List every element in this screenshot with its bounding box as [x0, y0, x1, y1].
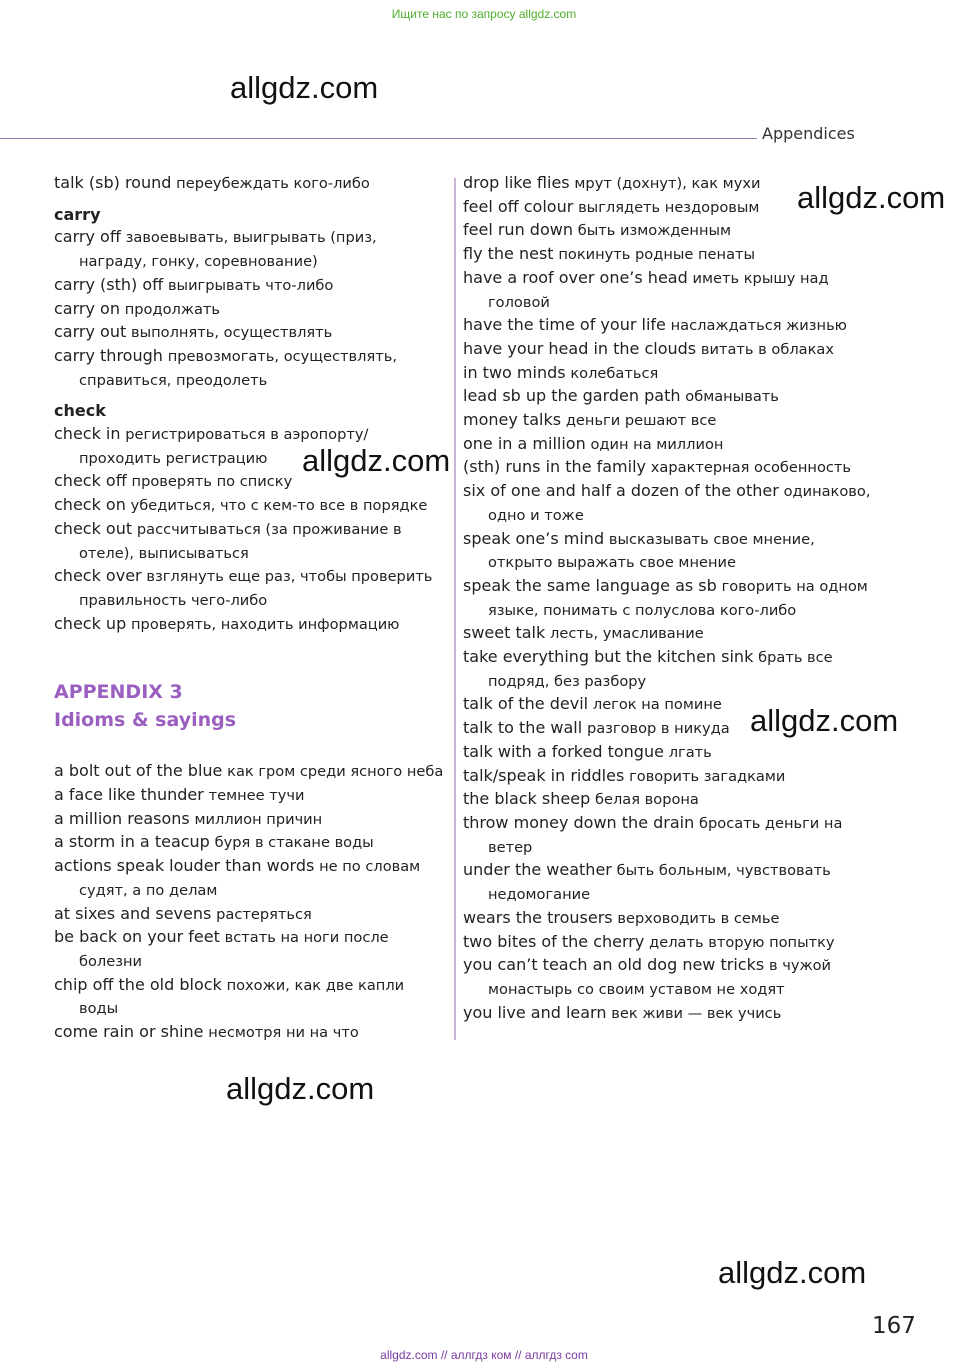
entry-translation: превозмогать, осуществлять, справиться, преодолеть — [79, 347, 397, 389]
entry-translation: миллион причин — [194, 810, 323, 828]
entry-translation: регистрироваться в аэропорту/ проходить регистрацию — [79, 426, 369, 467]
entry-phrase: carry through — [54, 345, 163, 365]
dictionary-entry — [463, 954, 873, 1001]
entry-phrase: talk/speak in riddles — [463, 765, 625, 785]
dictionary-entry — [463, 456, 873, 480]
entry-phrase: drop like flies — [463, 173, 570, 192]
entry-translation: переубеждать кого-либо — [176, 175, 370, 192]
entry-translation: колебаться — [570, 364, 659, 382]
entry-translation: говорить загадками — [629, 767, 786, 785]
dictionary-entry — [54, 226, 444, 273]
entry-translation: разговор в никуда — [586, 720, 730, 738]
entry-phrase: at sixes and sevens — [54, 903, 212, 923]
dictionary-entry — [54, 903, 444, 927]
dictionary-entry — [463, 267, 873, 314]
dictionary-entry — [463, 693, 873, 717]
dictionary-entry — [54, 808, 444, 832]
header-rule — [0, 138, 757, 139]
dictionary-entry — [463, 338, 873, 362]
entry-phrase: be back on your feet — [54, 927, 220, 947]
dictionary-entry — [54, 926, 444, 973]
entry-translation: убедиться, что с кем-то все в порядке — [130, 497, 428, 515]
carry-entries — [54, 226, 444, 392]
entry-phrase: six of one and half a dozen of the other — [463, 481, 779, 501]
entry-phrase: have the time of your life — [463, 315, 666, 335]
entry-translation: витать в облаках — [700, 340, 835, 358]
entry-translation: продолжать — [124, 300, 221, 318]
entry-phrase: carry out — [54, 322, 127, 342]
entry-translation: делать вторую попытку — [649, 933, 835, 951]
dictionary-entry — [54, 298, 444, 322]
entry-phrase: chip off the old block — [54, 974, 222, 994]
entry-phrase: talk with a forked tongue — [463, 741, 664, 761]
entry-translation: выполнять, осуществлять — [131, 324, 333, 342]
entry-translation: завоевывать, выигрывать (приз, награду, гонку, соревнование) — [79, 229, 377, 271]
dictionary-entry — [54, 1021, 444, 1045]
entry-phrase: come rain or shine — [54, 1022, 204, 1042]
group-heading-carry: carry — [54, 204, 101, 224]
entry-phrase: speak the same language as sb — [463, 575, 717, 595]
entry-translation: лгать — [668, 743, 712, 761]
entry-translation: обманывать — [685, 388, 779, 406]
dictionary-entry — [54, 494, 444, 518]
entry-translation: век живи — век учись — [611, 1004, 782, 1022]
entry-phrase: a million reasons — [54, 808, 190, 828]
entry-translation: взглянуть еще раз, чтобы проверить правильность чего-либо — [79, 568, 433, 609]
dictionary-entry — [54, 518, 444, 565]
entry-translation: один на миллион — [590, 435, 724, 453]
entry-phrase: feel run down — [463, 220, 573, 240]
entry-phrase: talk (sb) round — [54, 173, 172, 192]
entry-translation: лесть, умасливание — [550, 625, 704, 643]
entry-translation: выигрывать что-либо — [167, 276, 334, 294]
top-banner[interactable]: Ищите нас по запросу allgdz.com — [391, 7, 577, 21]
watermark: allgdz.com — [302, 443, 451, 478]
dictionary-entry — [463, 480, 873, 527]
entry-phrase: fly the nest — [463, 244, 554, 264]
entry-translation: деньги решают все — [565, 412, 717, 430]
entry-phrase: actions speak louder than words — [54, 856, 315, 876]
dictionary-entry — [463, 907, 873, 931]
entry-translation: в чужой монастырь со своим уставом не ходят — [488, 957, 832, 998]
dictionary-entry — [463, 646, 873, 693]
entry-phrase: two bites of the cherry — [463, 931, 645, 951]
dictionary-entry — [463, 622, 873, 646]
entry-phrase: a bolt out of the blue — [54, 761, 223, 781]
entry-translation: одинаково, одно и тоже — [488, 483, 871, 524]
dictionary-entry — [463, 717, 873, 741]
entry-phrase: you live and learn — [463, 1002, 607, 1022]
entry-phrase: check off — [54, 471, 127, 491]
dictionary-entry — [54, 470, 444, 494]
page-number: 167 — [872, 1313, 916, 1339]
right-column — [463, 172, 873, 1025]
watermark: allgdz.com — [718, 1255, 867, 1290]
column-divider — [454, 178, 456, 1040]
idiom-entries-right — [463, 172, 873, 1025]
entry-phrase: (sth) runs in the family — [463, 457, 646, 477]
dictionary-entry — [54, 565, 444, 612]
dictionary-entry — [54, 345, 444, 392]
watermark: allgdz.com — [226, 1071, 375, 1106]
entry-phrase: carry off — [54, 227, 121, 247]
entry-phrase: a storm in a teacup — [54, 832, 210, 852]
entry-phrase: check in — [54, 424, 121, 444]
entry-phrase: sweet talk — [463, 623, 546, 643]
dictionary-entry — [54, 974, 444, 1021]
entry-translation: характерная особенность — [650, 459, 852, 477]
dictionary-entry — [463, 931, 873, 955]
entry-phrase: one in a million — [463, 433, 586, 453]
dictionary-entry — [54, 855, 444, 902]
dictionary-entry — [54, 831, 444, 855]
dictionary-entry — [463, 196, 873, 220]
dictionary-entry — [463, 409, 873, 433]
watermark: allgdz.com — [750, 703, 899, 738]
entry-phrase: check over — [54, 566, 142, 586]
entry-translation: наслаждаться жизнью — [670, 317, 847, 335]
entry-translation: встать на ноги после болезни — [79, 929, 389, 970]
watermark: allgdz.com — [230, 70, 379, 105]
entry-phrase: check on — [54, 495, 126, 515]
entry-phrase: carry (sth) off — [54, 274, 164, 294]
dictionary-entry — [463, 788, 873, 812]
entry-phrase: feel off colour — [463, 196, 574, 216]
dictionary-entry — [463, 575, 873, 622]
entry-translation: брать все подряд, без разбору — [488, 649, 833, 690]
entry-translation: как гром среди ясного неба — [227, 763, 444, 781]
dictionary-entry — [463, 172, 873, 196]
entry-translation: мрут (дохнут), как мухи — [574, 175, 761, 192]
entry-phrase: talk of the devil — [463, 694, 589, 714]
entry-phrase: have your head in the clouds — [463, 338, 697, 358]
entry-translation: верховодить в семье — [617, 909, 780, 927]
dictionary-entry — [54, 613, 444, 637]
watermark: allgdz.com — [797, 180, 946, 215]
dictionary-entry — [463, 362, 873, 386]
entry-phrase: lead sb up the garden path — [463, 386, 681, 406]
entry-phrase: speak one’s mind — [463, 528, 605, 548]
entry-phrase: talk to the wall — [463, 718, 583, 738]
entry-translation: говорить на одном языке, понимать с полуслова кого-либо — [488, 577, 868, 619]
dictionary-entry — [54, 423, 444, 470]
dictionary-entry — [463, 741, 873, 765]
appendix-number: APPENDIX 3 — [54, 681, 183, 704]
entry-phrase: the black sheep — [463, 789, 591, 809]
section-label: Appendices — [762, 124, 855, 143]
entry-translation: не по словам судят, а по делам — [79, 858, 421, 899]
idiom-entries-left — [54, 760, 444, 1044]
dictionary-entry — [54, 760, 444, 784]
entry-phrase: check out — [54, 518, 133, 538]
entry-phrase: money talks — [463, 410, 562, 430]
entry-phrase: throw money down the drain — [463, 812, 695, 832]
footer-links[interactable]: allgdz.com // аллгдз ком // аллгдз com — [380, 1348, 588, 1362]
dictionary-entry — [463, 528, 873, 575]
dictionary-entry — [463, 1002, 873, 1026]
left-column — [54, 172, 444, 1045]
dictionary-entry — [54, 274, 444, 298]
dictionary-entry — [463, 243, 873, 267]
dictionary-entry — [463, 812, 873, 859]
entry-translation: быть больным, чувствовать недомогание — [488, 862, 831, 904]
entry-phrase: under the weather — [463, 860, 612, 880]
appendix-title: Idioms & sayings — [54, 709, 237, 732]
entry-translation: растеряться — [216, 905, 312, 923]
dictionary-entry — [463, 314, 873, 338]
dictionary-entry — [54, 172, 444, 196]
entry-translation: несмотря ни на что — [208, 1024, 359, 1042]
entry-phrase: wears the trousers — [463, 907, 613, 927]
entry-translation: высказывать свое мнение, открыто выражать свое мнение — [488, 530, 815, 572]
entry-phrase: take everything but the kitchen sink — [463, 647, 754, 667]
entry-translation: быть изможденным — [577, 222, 732, 240]
entry-translation: похожи, как две капли воды — [79, 976, 405, 1018]
entry-phrase: a face like thunder — [54, 785, 204, 805]
entry-translation: легок на помине — [592, 696, 722, 714]
dictionary-entry — [463, 385, 873, 409]
dictionary-entry — [463, 859, 873, 906]
entry-translation: проверять по списку — [131, 473, 293, 491]
dictionary-entry — [54, 784, 444, 808]
entry-translation: бросать деньги на ветер — [488, 814, 843, 856]
dictionary-entry — [463, 219, 873, 243]
entry-phrase: you can’t teach an old dog new tricks — [463, 955, 765, 975]
entry-phrase: carry on — [54, 298, 120, 318]
entry-translation: рассчитываться (за проживание в отеле), выписываться — [79, 520, 402, 562]
entry-phrase: have a roof over one’s head — [463, 267, 688, 287]
entry-translation: темнее тучи — [208, 787, 305, 805]
dictionary-entry — [463, 433, 873, 457]
dictionary-entry — [463, 765, 873, 789]
entry-translation: выглядеть нездоровым — [578, 198, 760, 216]
entry-translation: проверять, находить информацию — [131, 615, 400, 633]
entry-translation: покинуть родные пенаты — [558, 246, 756, 264]
entry-translation: иметь крышу над головой — [488, 269, 829, 311]
entry-phrase: in two minds — [463, 362, 566, 382]
check-entries — [54, 423, 444, 636]
dictionary-entry — [54, 321, 444, 345]
entry-translation: белая ворона — [595, 791, 699, 809]
entry-phrase: check up — [54, 613, 127, 633]
group-heading-check: check — [54, 401, 106, 421]
entry-translation: буря в стакане воды — [214, 834, 374, 852]
